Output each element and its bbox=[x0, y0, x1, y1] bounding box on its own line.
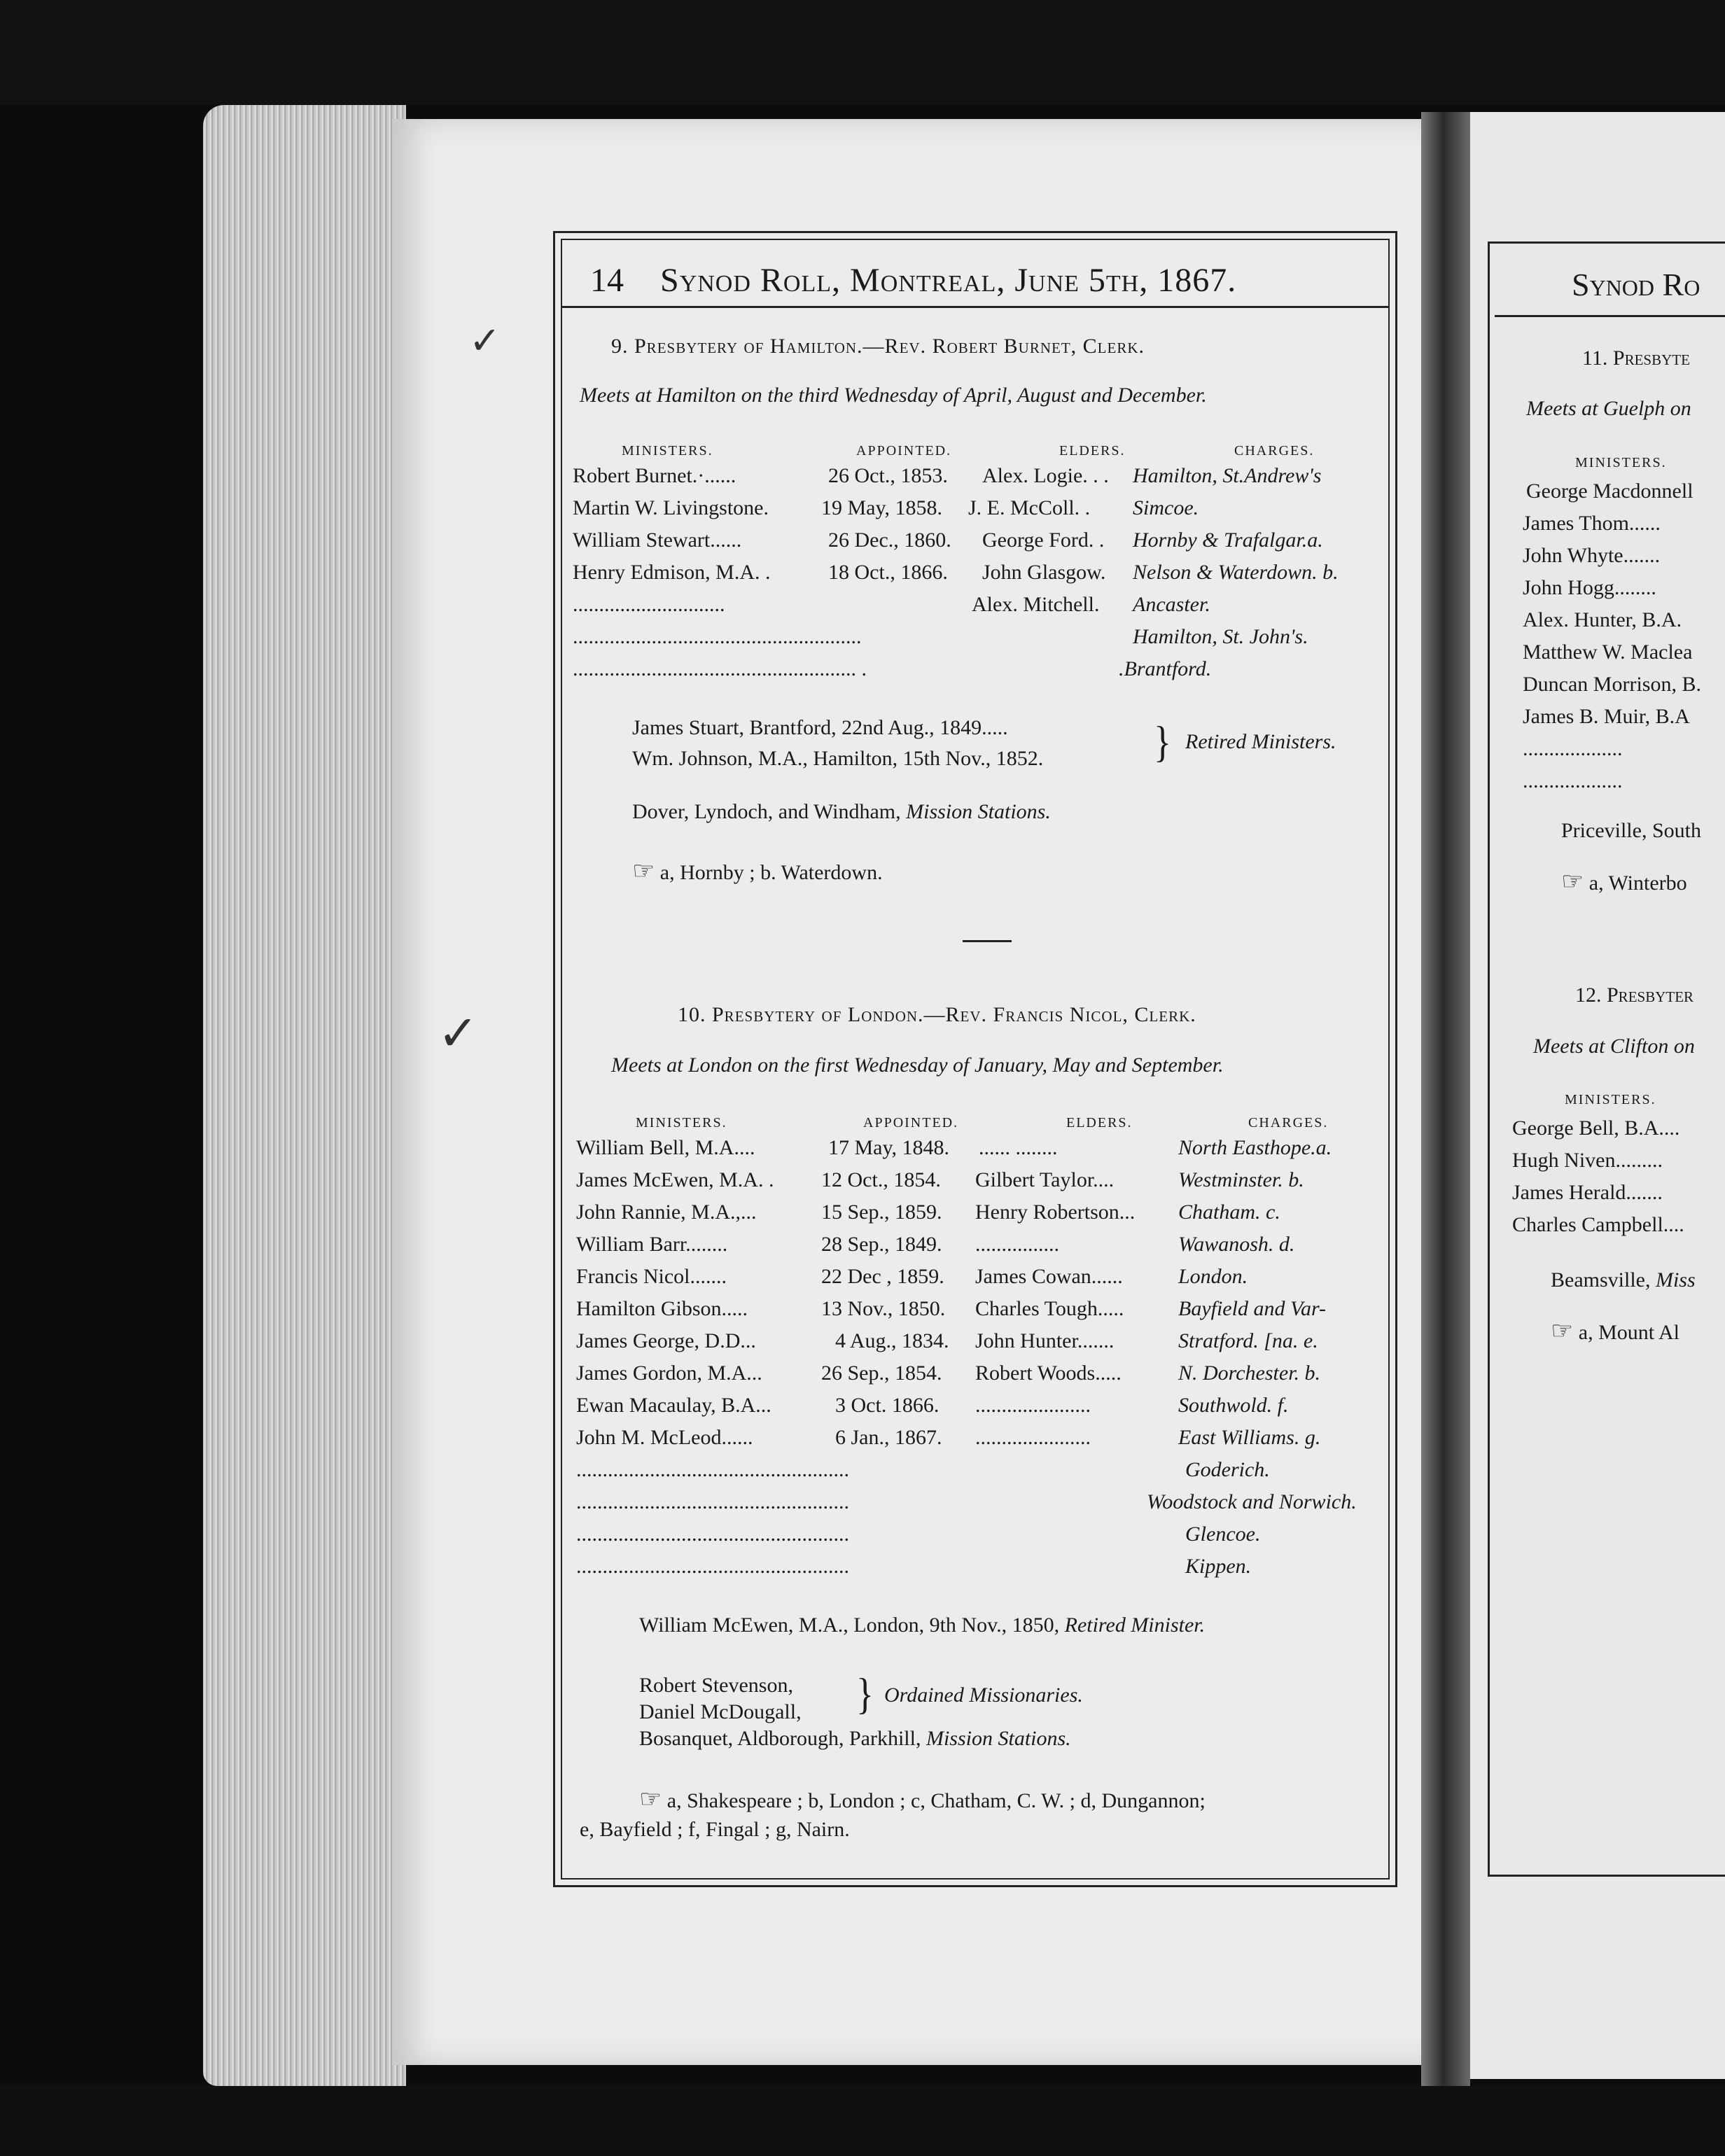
section-meets: Meets at Hamilton on the third Wednesday of April, August and December. bbox=[580, 384, 1207, 407]
row-elder: Robert Woods..... bbox=[975, 1362, 1122, 1385]
right-missions bbox=[1551, 1268, 1696, 1292]
row-minister: Henry Edmison, M.A. . bbox=[573, 561, 771, 584]
row-minister: James Gordon, M.A... bbox=[576, 1362, 762, 1385]
row-appointed: 4 Aug., 1834. bbox=[835, 1329, 949, 1352]
table-row bbox=[576, 1490, 1392, 1521]
book-page-edges bbox=[203, 105, 406, 2086]
row-charge: North Easthope.a. bbox=[1178, 1136, 1332, 1159]
row-charge: Goderich. bbox=[1185, 1458, 1270, 1481]
retired-minister-name: William McEwen, M.A., London, 9th Nov., 1850, bbox=[639, 1614, 1060, 1637]
row-charge: London. bbox=[1178, 1265, 1248, 1288]
table-row bbox=[576, 1329, 1392, 1360]
right-table-row: John Hogg........ bbox=[1523, 576, 1656, 599]
right-footnote-text: a, Winterbo bbox=[1588, 872, 1687, 895]
table-row bbox=[576, 1555, 1392, 1586]
row-charge: Hornby & Trafalgar.a. bbox=[1133, 528, 1323, 552]
right-section-meets: Meets at Clifton on bbox=[1533, 1035, 1695, 1058]
column-header-appointed: APPOINTED. bbox=[863, 1115, 959, 1130]
mission-label: Mission Stations. bbox=[906, 800, 1051, 823]
page-number: 14 bbox=[590, 262, 624, 299]
table-row bbox=[576, 1136, 1392, 1167]
section-title: 9. Presbytery of Hamilton.—Rev. Robert Burnet, Clerk. bbox=[611, 335, 1145, 358]
pointing-hand-icon: ☞ bbox=[639, 1785, 662, 1813]
row-elder: ................ bbox=[975, 1233, 1059, 1256]
table-row bbox=[573, 625, 1388, 656]
row-appointed: 15 Sep., 1859. bbox=[821, 1200, 942, 1224]
table-row bbox=[573, 464, 1388, 495]
row-appointed: 18 Oct., 1866. bbox=[828, 561, 948, 584]
column-header-elders: ELDERS. bbox=[1066, 1115, 1133, 1130]
row-minister: .................................................... bbox=[576, 1555, 849, 1578]
row-appointed: 13 Nov., 1850. bbox=[821, 1297, 946, 1320]
right-table-row: James B. Muir, B.A bbox=[1523, 705, 1690, 728]
table-row bbox=[573, 496, 1388, 527]
table-row bbox=[576, 1233, 1392, 1264]
row-charge: Glencoe. bbox=[1185, 1522, 1261, 1546]
right-table-row: Alex. Hunter, B.A. bbox=[1523, 608, 1682, 631]
row-appointed: 17 May, 1848. bbox=[828, 1136, 950, 1159]
right-section-title: 11. Presbyte bbox=[1582, 346, 1690, 370]
right-table-row: James Herald....... bbox=[1512, 1181, 1663, 1204]
row-charge: Chatham. c. bbox=[1178, 1200, 1280, 1224]
mission-stations bbox=[632, 800, 1051, 824]
right-section-meets: Meets at Guelph on bbox=[1526, 397, 1691, 420]
row-charge: Westminster. b. bbox=[1178, 1168, 1304, 1191]
right-table-row: ................... bbox=[1523, 737, 1623, 760]
right-table-row: ................... bbox=[1523, 769, 1623, 792]
left-page-frame bbox=[553, 231, 1397, 1887]
row-elder: James Cowan...... bbox=[975, 1265, 1123, 1288]
retired-minister bbox=[639, 1614, 1205, 1637]
left-page-inner-frame bbox=[561, 239, 1390, 1879]
page-title: Synod Roll, Montreal, June 5th, 1867. bbox=[660, 262, 1237, 299]
column-header-ministers: MINISTERS. bbox=[622, 443, 713, 458]
row-charge: Woodstock and Norwich. bbox=[1147, 1490, 1357, 1513]
row-charge: Ancaster. bbox=[1133, 593, 1210, 616]
row-elder: Gilbert Taylor.... bbox=[975, 1168, 1115, 1191]
row-appointed: 3 Oct. 1866. bbox=[835, 1394, 940, 1417]
row-charge: East Williams. g. bbox=[1178, 1426, 1321, 1449]
row-charge: Southwold. f. bbox=[1178, 1394, 1289, 1417]
right-column-header: MINISTERS. bbox=[1575, 455, 1667, 470]
table-row bbox=[573, 593, 1388, 624]
footnote bbox=[632, 856, 883, 886]
row-minister: .................................................... bbox=[576, 1490, 849, 1513]
scan-background-bottom bbox=[0, 2086, 1725, 2156]
row-minister: .................................................... bbox=[576, 1522, 849, 1546]
right-section-title: 12. Presbyter bbox=[1575, 983, 1694, 1007]
right-missions-names: Beamsville, bbox=[1551, 1268, 1651, 1292]
row-appointed: 28 Sep., 1849. bbox=[821, 1233, 942, 1256]
row-appointed: 6 Jan., 1867. bbox=[835, 1426, 942, 1449]
mission-names: Bosanquet, Aldborough, Parkhill, bbox=[639, 1727, 921, 1750]
right-table-row: George Macdonnell bbox=[1526, 479, 1693, 503]
row-appointed: 26 Sep., 1854. bbox=[821, 1362, 942, 1385]
right-footnote-text: a, Mount Al bbox=[1578, 1321, 1679, 1344]
column-header-elders: ELDERS. bbox=[1059, 443, 1126, 458]
right-table-row: Hugh Niven......... bbox=[1512, 1149, 1663, 1172]
row-minister: James George, D.D... bbox=[576, 1329, 756, 1352]
column-header-charges: CHARGES. bbox=[1234, 443, 1315, 458]
table-row bbox=[576, 1297, 1392, 1328]
column-header-ministers: MINISTERS. bbox=[636, 1115, 727, 1130]
row-elder: ...................... bbox=[975, 1394, 1091, 1417]
brace: } bbox=[1154, 718, 1171, 766]
mission-label: Mission Stations. bbox=[926, 1727, 1071, 1750]
retired-label: Retired Minister. bbox=[1064, 1614, 1206, 1637]
footnote bbox=[639, 1784, 1206, 1814]
table-row bbox=[576, 1265, 1392, 1296]
table-row bbox=[576, 1426, 1392, 1457]
row-appointed: 22 Dec , 1859. bbox=[821, 1265, 944, 1288]
row-minister: John Rannie, M.A.,... bbox=[576, 1200, 757, 1224]
page-header bbox=[590, 255, 1367, 304]
table-row bbox=[576, 1168, 1392, 1199]
section-meets: Meets at London on the first Wednesday of January, May and September. bbox=[611, 1054, 1224, 1077]
row-minister: Robert Burnet.·...... bbox=[573, 464, 736, 487]
row-elder: John Hunter....... bbox=[975, 1329, 1115, 1352]
row-elder: George Ford. . bbox=[982, 528, 1105, 552]
margin-checkmark: ✓ bbox=[438, 1007, 479, 1061]
row-minister: James McEwen, M.A. . bbox=[576, 1168, 774, 1191]
mission-stations bbox=[639, 1727, 1071, 1751]
row-elder: Henry Robertson... bbox=[975, 1200, 1136, 1224]
margin-checkmark: ✓ bbox=[469, 320, 501, 362]
table-row bbox=[573, 561, 1388, 592]
row-elder: Alex. Logie. . . bbox=[982, 464, 1109, 487]
table-row bbox=[576, 1362, 1392, 1392]
header-rule bbox=[562, 306, 1388, 308]
section-divider bbox=[963, 940, 1012, 942]
right-column-header: MINISTERS. bbox=[1565, 1092, 1656, 1107]
retired-minister: James Stuart, Brantford, 22nd Aug., 1849..... bbox=[632, 716, 1008, 739]
right-table-row: Charles Campbell.... bbox=[1512, 1213, 1684, 1236]
row-elder: Alex. Mitchell. bbox=[972, 593, 1100, 616]
ordained-missionary: Robert Stevenson, bbox=[639, 1674, 793, 1697]
table-row bbox=[576, 1200, 1392, 1231]
row-elder: ...... ........ bbox=[979, 1136, 1058, 1159]
row-minister: William Bell, M.A.... bbox=[576, 1136, 755, 1159]
right-table-row: Matthew W. Maclea bbox=[1523, 640, 1693, 664]
row-charge: Nelson & Waterdown. b. bbox=[1133, 561, 1339, 584]
row-charge: Bayfield and Var- bbox=[1178, 1297, 1327, 1320]
pointing-hand-icon: ☞ bbox=[1551, 1317, 1574, 1345]
row-charge: Hamilton, St.Andrew's bbox=[1133, 464, 1322, 487]
row-minister: ............................. bbox=[573, 593, 725, 616]
pointing-hand-icon: ☞ bbox=[1561, 867, 1584, 895]
ordained-label: Ordained Missionaries. bbox=[884, 1684, 1083, 1707]
brace: } bbox=[856, 1670, 874, 1718]
section-title: 10. Presbytery of London.—Rev. Francis Nicol, Clerk. bbox=[678, 1003, 1196, 1026]
row-charge: N. Dorchester. b. bbox=[1178, 1362, 1321, 1385]
row-appointed: 26 Oct., 1853. bbox=[828, 464, 948, 487]
scan-background-top bbox=[0, 0, 1725, 105]
row-minister: Hamilton Gibson..... bbox=[576, 1297, 748, 1320]
row-minister: Martin W. Livingstone. bbox=[573, 496, 769, 519]
row-elder: ...................... bbox=[975, 1426, 1091, 1449]
row-appointed: 19 May, 1858. bbox=[821, 496, 943, 519]
book-gutter bbox=[1421, 112, 1470, 2086]
right-missions: Priceville, South bbox=[1561, 819, 1701, 842]
column-header-charges: CHARGES. bbox=[1248, 1115, 1329, 1130]
row-charge: Simcoe. bbox=[1133, 496, 1199, 519]
row-minister: ...................................................... . bbox=[573, 657, 867, 680]
right-table-row: George Bell, B.A.... bbox=[1512, 1116, 1680, 1140]
row-minister: Ewan Macaulay, B.A... bbox=[576, 1394, 771, 1417]
row-appointed: 26 Dec., 1860. bbox=[828, 528, 951, 552]
retired-minister: Wm. Johnson, M.A., Hamilton, 15th Nov., 1852. bbox=[632, 747, 1044, 770]
right-missions-label: Miss bbox=[1655, 1268, 1696, 1292]
table-row bbox=[573, 528, 1388, 559]
row-charge: Stratford. [na. e. bbox=[1178, 1329, 1318, 1352]
row-minister: William Stewart...... bbox=[573, 528, 742, 552]
row-elder: Charles Tough..... bbox=[975, 1297, 1124, 1320]
right-footnote bbox=[1551, 1316, 1679, 1345]
footnote-text: a, Shakespeare ; b, London ; c, Chatham, C. W. ; d, Dungannon; bbox=[666, 1789, 1206, 1812]
row-minister: John M. McLeod...... bbox=[576, 1426, 753, 1449]
row-elder: John Glasgow. bbox=[982, 561, 1106, 584]
row-minister: .................................................... bbox=[576, 1458, 849, 1481]
mission-names: Dover, Lyndoch, and Windham, bbox=[632, 800, 901, 823]
row-minister: ....................................................... bbox=[573, 625, 862, 648]
right-table-row: John Whyte....... bbox=[1523, 544, 1661, 567]
table-row bbox=[573, 657, 1388, 688]
table-row bbox=[576, 1458, 1392, 1489]
row-minister: Francis Nicol....... bbox=[576, 1265, 727, 1288]
row-elder: J. E. McColl. . bbox=[968, 496, 1091, 519]
row-appointed: 12 Oct., 1854. bbox=[821, 1168, 941, 1191]
right-table-row: Duncan Morrison, B. bbox=[1523, 673, 1701, 696]
row-charge: Kippen. bbox=[1185, 1555, 1252, 1578]
row-charge: .Brantford. bbox=[1119, 657, 1212, 680]
pointing-hand-icon: ☞ bbox=[632, 857, 655, 885]
row-charge: Wawanosh. d. bbox=[1178, 1233, 1295, 1256]
right-header-rule bbox=[1495, 315, 1725, 317]
row-charge: Hamilton, St. John's. bbox=[1133, 625, 1308, 648]
footnote-text: a, Hornby ; b. Waterdown. bbox=[659, 861, 883, 884]
right-footnote bbox=[1561, 867, 1687, 896]
table-row bbox=[576, 1394, 1392, 1424]
column-header-appointed: APPOINTED. bbox=[856, 443, 952, 458]
right-table-row: James Thom...... bbox=[1523, 512, 1661, 535]
ordained-missionary: Daniel McDougall, bbox=[639, 1700, 802, 1723]
row-minister: William Barr........ bbox=[576, 1233, 728, 1256]
table-row bbox=[576, 1522, 1392, 1553]
footnote: e, Bayfield ; f, Fingal ; g, Nairn. bbox=[580, 1818, 850, 1841]
retired-label: Retired Ministers. bbox=[1185, 730, 1336, 753]
right-page-title: Synod Ro bbox=[1572, 267, 1700, 302]
